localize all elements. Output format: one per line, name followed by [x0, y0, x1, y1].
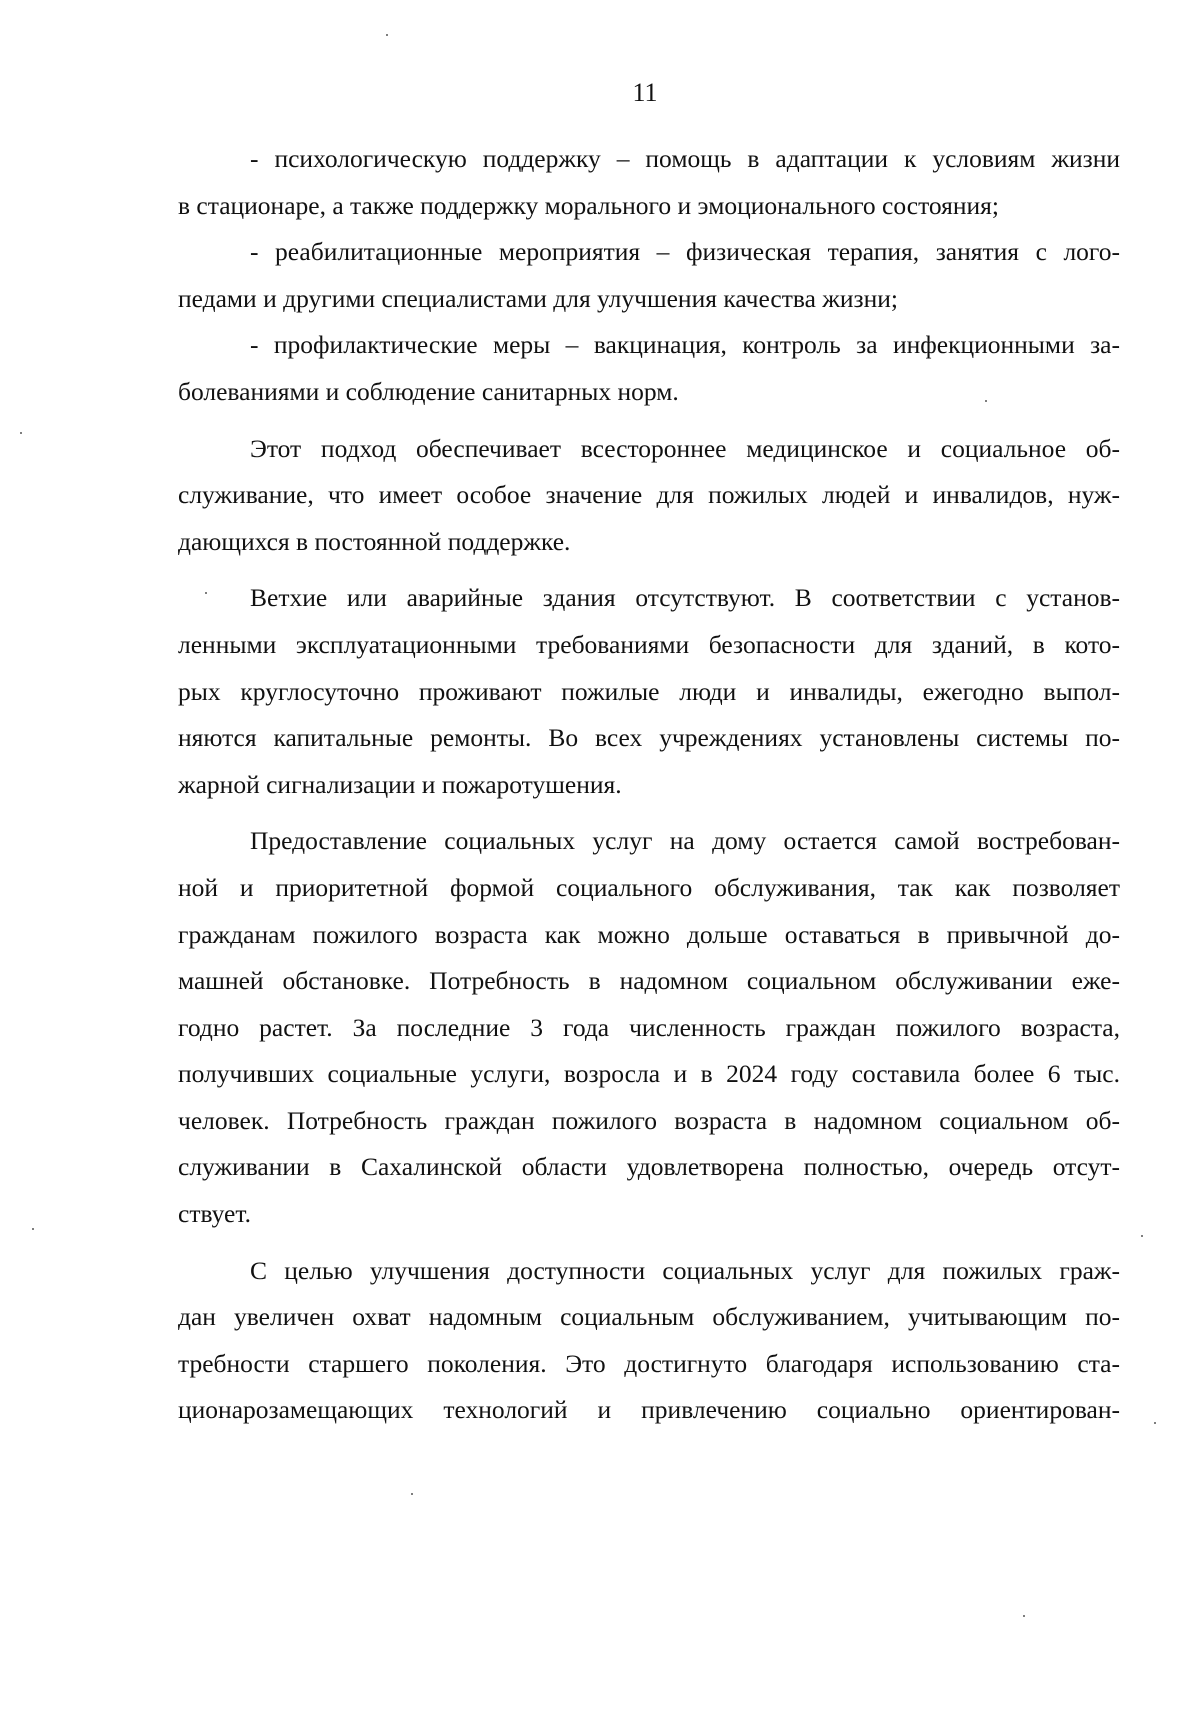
paragraph-gap	[178, 808, 1120, 818]
text-line: болеваниями и соблюдение санитарных норм.	[178, 376, 679, 406]
text-line: ционарозамещающих технологий и привлечению социально ориентирован-	[178, 1395, 1120, 1425]
text-line: - реабилитационные мероприятия – физическая терапия, занятия с лого-	[250, 237, 1120, 267]
scan-speck	[1154, 1422, 1156, 1424]
text-line: ленными эксплуатационными требованиями безопасности для зданий, в кото-	[178, 629, 1120, 659]
text-line: - профилактические меры – вакцинация, контроль за инфекционными за-	[250, 330, 1120, 360]
text-line: жарной сигнализации и пожаротушения.	[178, 769, 622, 799]
text-line: Ветхие или аварийные здания отсутствуют. В соответствии с установ-	[250, 583, 1120, 613]
text-line: машней обстановке. Потребность в надомном социальном обслуживании еже-	[178, 966, 1120, 996]
text-line: годно растет. За последние 3 года численность граждан пожилого возраста,	[178, 1012, 1120, 1042]
paragraph-buildings	[178, 575, 1120, 808]
text-line: в стационаре, а также поддержку морального и эмоционального состояния;	[178, 190, 999, 220]
scan-speck	[32, 1228, 34, 1230]
body-text	[178, 136, 1120, 1434]
text-line: ствует.	[178, 1199, 251, 1229]
page-number: 11	[632, 78, 658, 107]
paragraph-gap	[178, 416, 1120, 426]
scan-speck	[1141, 1235, 1143, 1237]
scan-speck	[20, 432, 22, 434]
scan-speck	[205, 592, 207, 594]
text-line: требности старшего поколения. Это достигнуто благодаря использованию ста-	[178, 1348, 1120, 1378]
text-line: служивание, что имеет особое значение для пожилых людей и инвалидов, нуж-	[178, 480, 1120, 510]
paragraph-prevention	[178, 322, 1120, 415]
text-line: дающихся в постоянной поддержке.	[178, 526, 571, 556]
scan-speck	[386, 34, 388, 36]
text-line: гражданам пожилого возраста как можно дольше оставаться в привычной до-	[178, 919, 1120, 949]
scan-speck	[985, 400, 987, 402]
text-line: Этот подход обеспечивает всестороннее медицинское и социальное об-	[250, 433, 1120, 463]
text-line: педами и другими специалистами для улучшения качества жизни;	[178, 283, 898, 313]
scan-speck	[411, 1493, 413, 1495]
text-line: Предоставление социальных услуг на дому остается самой востребован-	[250, 826, 1120, 856]
paragraph-approach	[178, 426, 1120, 566]
paragraph-gap	[178, 565, 1120, 575]
text-line: няются капитальные ремонты. Во всех учреждениях установлены системы по-	[178, 723, 1120, 753]
paragraph-psychological-support	[178, 136, 1120, 229]
paragraph-gap	[178, 1238, 1120, 1248]
text-line: человек. Потребность граждан пожилого возраста в надомном социальном об-	[178, 1105, 1120, 1135]
paragraph-rehabilitation	[178, 229, 1120, 322]
text-line: рых круглосуточно проживают пожилые люди и инвалиды, ежегодно выпол-	[178, 676, 1120, 706]
paragraph-home-services	[178, 818, 1120, 1237]
text-line: - психологическую поддержку – помощь в адаптации к условиям жизни	[250, 144, 1120, 173]
text-line: получивших социальные услуги, возросла и в 2024 году составила более 6 тыс.	[178, 1059, 1120, 1089]
text-line: С целью улучшения доступности социальных услуг для пожилых граж-	[250, 1255, 1120, 1285]
text-line: ной и приоритетной формой социального обслуживания, так как позволяет	[178, 872, 1120, 902]
scan-speck	[1023, 1615, 1025, 1617]
paragraph-accessibility	[178, 1248, 1120, 1434]
text-line: служивании в Сахалинской области удовлетворена полностью, очередь отсут-	[178, 1152, 1120, 1182]
text-line: дан увеличен охват надомным социальным обслуживанием, учитывающим по-	[178, 1302, 1120, 1332]
